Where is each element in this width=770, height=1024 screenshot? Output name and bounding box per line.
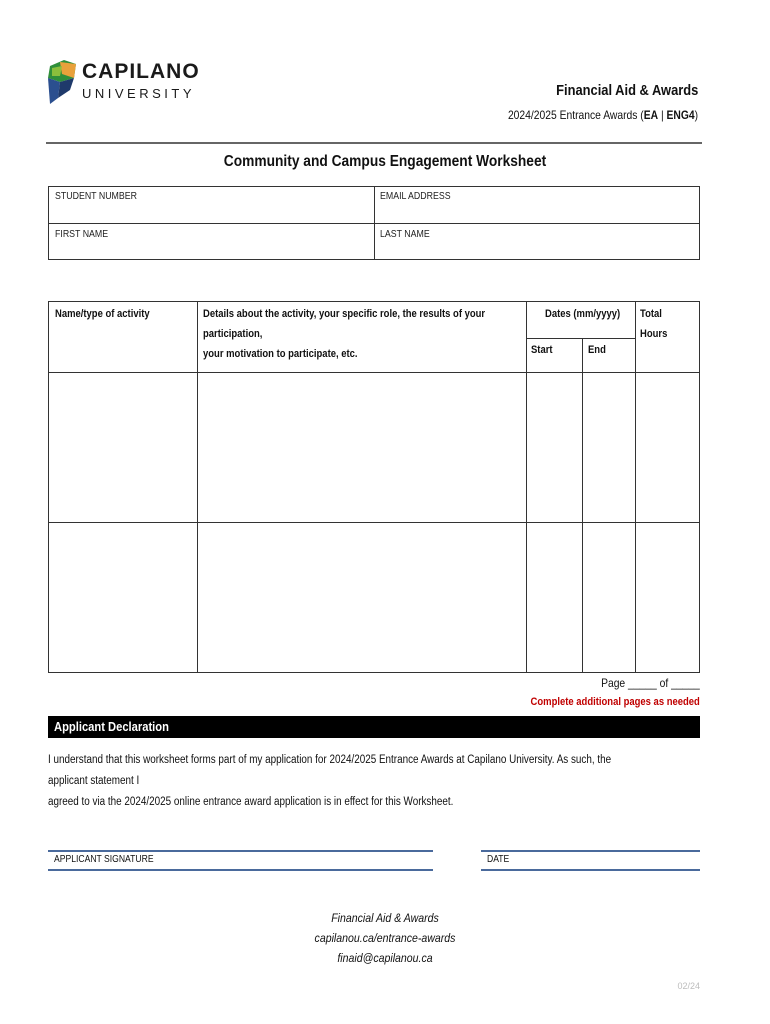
logo-wordmark-top: CAPILANO [82,60,200,83]
student-number-field[interactable]: STUDENT NUMBER [55,191,137,202]
header-activity-name: Name/type of activity [55,308,150,320]
declaration-text: I understand that this worksheet forms part of my application for 2024/2025 Entrance Awards at Capilano University. As such, the applicant statement I agreed to via the 2024/2025 online entrance award application is in effect for this Worksheet. [48,754,612,808]
header-activity-details: Details about the activity, your specific role, the results of your participation, your motivation to participate, etc. [203,308,486,360]
capilano-leaf-icon [46,58,80,108]
row2-hours-cell[interactable] [636,523,699,672]
award-identifier: 2024/2025 Entrance Awards (EA | ENG4) [507,108,698,122]
header-divider [46,142,702,144]
row2-activity-cell[interactable] [49,523,197,672]
date-line-bottom [481,869,700,871]
footer-email-link[interactable]: finaid@capilanou.ca [337,951,433,965]
row2-details-cell[interactable] [198,523,526,672]
footer-website-link[interactable]: capilanou.ca/entrance-awards [314,931,456,945]
signature-label: APPLICANT SIGNATURE [54,854,154,865]
date-line[interactable] [481,850,700,852]
logo-wordmark-bottom: UNIVERSITY [82,86,196,101]
page-title: Community and Campus Engagement Worksheet [223,153,547,170]
page-count-field[interactable]: Page _____ of _____ [601,676,700,690]
header-end: End [588,344,606,356]
last-name-field[interactable]: LAST NAME [380,229,430,240]
footer-department: Financial Aid & Awards [331,911,439,925]
form-version-code: 02/24 [677,981,700,991]
declaration-title: Applicant Declaration [54,719,169,734]
row2-end-cell[interactable] [583,523,635,672]
additional-pages-note: Complete additional pages as needed [530,696,700,708]
row1-start-cell[interactable] [527,373,582,522]
row1-end-cell[interactable] [583,373,635,522]
date-label: DATE [487,854,510,865]
activity-table [48,301,700,673]
signature-line[interactable] [48,850,433,852]
department-name: Financial Aid & Awards [555,82,698,99]
info-divider-horizontal [49,223,699,224]
row1-activity-cell[interactable] [49,373,197,522]
row2-start-cell[interactable] [527,523,582,672]
row1-hours-cell[interactable] [636,373,699,522]
header-dates: Dates (mm/yyyy) [545,308,621,320]
row1-details-cell[interactable] [198,373,526,522]
email-field[interactable]: EMAIL ADDRESS [380,191,451,202]
header-total-hours: Total Hours [640,308,668,340]
footer-contact [46,908,724,968]
first-name-field[interactable]: FIRST NAME [55,229,109,240]
student-info-grid [48,186,700,260]
header-start: Start [531,344,553,356]
signature-line-bottom [48,869,433,871]
